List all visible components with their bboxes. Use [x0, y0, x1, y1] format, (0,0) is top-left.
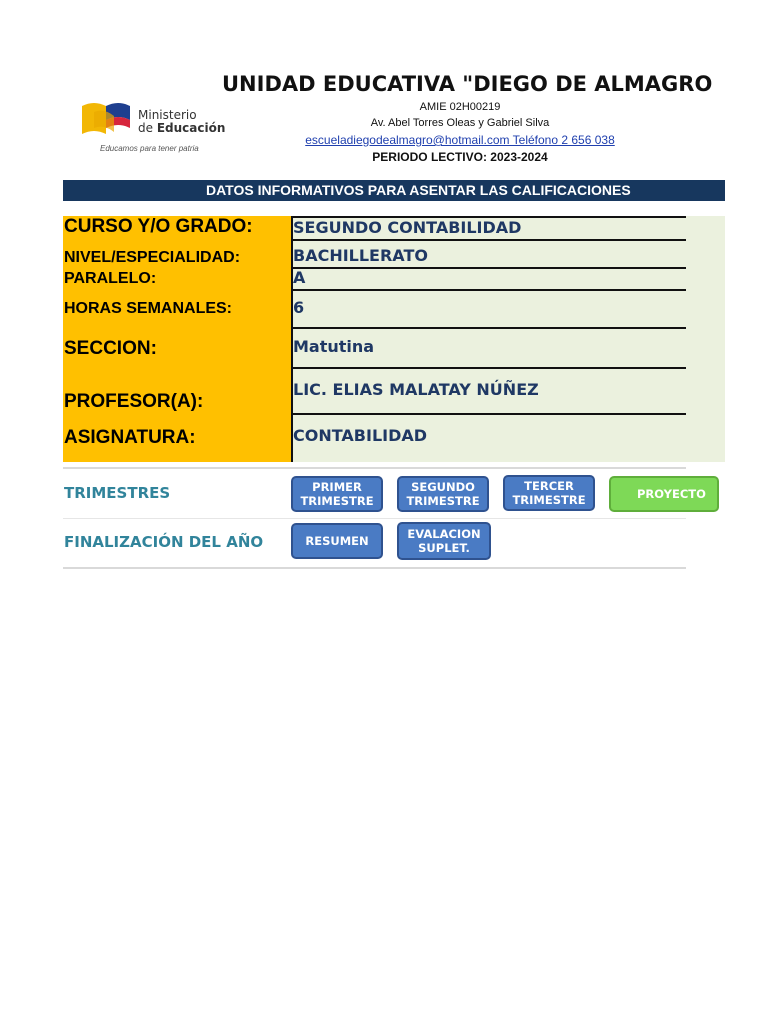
nav-buttons-area	[63, 470, 706, 570]
tercer-trimestre-button[interactable]: TERCER TRIMESTRE	[503, 475, 595, 511]
logo-text-ministerio: Ministerio	[138, 108, 197, 122]
value-seccion: Matutina	[293, 337, 375, 356]
value-curso: SEGUNDO CONTABILIDAD	[293, 218, 522, 237]
value-nivel: BACHILLERATO	[293, 246, 428, 265]
amie-code: AMIE 02H00219	[419, 101, 501, 113]
segundo-trimestre-button[interactable]: SEGUNDO TRIMESTRE	[397, 476, 489, 512]
table-rule	[291, 367, 686, 369]
primer-trimestre-button[interactable]: PRIMER TRIMESTRE	[291, 476, 383, 512]
school-title: UNIDAD EDUCATIVA "DIEGO DE ALMAGRO	[222, 72, 713, 96]
logo-text-educacion: de Educación	[138, 121, 226, 135]
value-profesor: LIC. ELIAS MALATAY NÚÑEZ	[293, 380, 539, 399]
table-rule	[291, 267, 686, 269]
table-rule	[291, 289, 686, 291]
label-horas: HORAS SEMANALES:	[64, 300, 233, 317]
school-address: Av. Abel Torres Oleas y Gabriel Silva	[370, 117, 550, 129]
banner-title: DATOS INFORMATIVOS PARA ASENTAR LAS CALIFICACIONES	[206, 182, 631, 198]
proyecto-button[interactable]: PROYECTO	[609, 476, 719, 512]
ministerio-logo	[80, 96, 230, 156]
value-paralelo: A	[293, 268, 306, 287]
contact-link[interactable]: escueladiegodealmagro@hotmail.com Teléfono 2 656 038	[305, 133, 615, 147]
table-rule	[291, 413, 686, 415]
label-curso: CURSO Y/O GRADO:	[64, 216, 253, 237]
label-asignatura: ASIGNATURA:	[64, 427, 196, 448]
trimestres-label: TRIMESTRES	[64, 484, 171, 502]
periodo-lectivo: PERIODO LECTIVO: 2023-2024	[372, 150, 548, 164]
label-seccion: SECCION:	[64, 338, 157, 359]
section-banner	[63, 180, 725, 201]
table-rule	[291, 239, 686, 241]
value-asignatura: CONTABILIDAD	[293, 426, 428, 445]
value-horas: 6	[293, 298, 305, 317]
nav-divider	[63, 467, 686, 469]
finalizacion-label: FINALIZACIÓN DEL AÑO	[64, 533, 264, 551]
evaluacion-supletorio-button[interactable]: EVALACION SUPLET.	[397, 522, 491, 560]
ecuador-flag-icon	[80, 98, 136, 138]
table-rule	[291, 327, 686, 329]
label-profesor: PROFESOR(A):	[64, 391, 204, 412]
label-paralelo: PARALELO:	[64, 270, 157, 287]
logo-slogan: Educamos para tener patria	[100, 144, 199, 153]
label-nivel: NIVEL/ESPECIALIDAD:	[64, 249, 241, 266]
resumen-button[interactable]: RESUMEN	[291, 523, 383, 559]
